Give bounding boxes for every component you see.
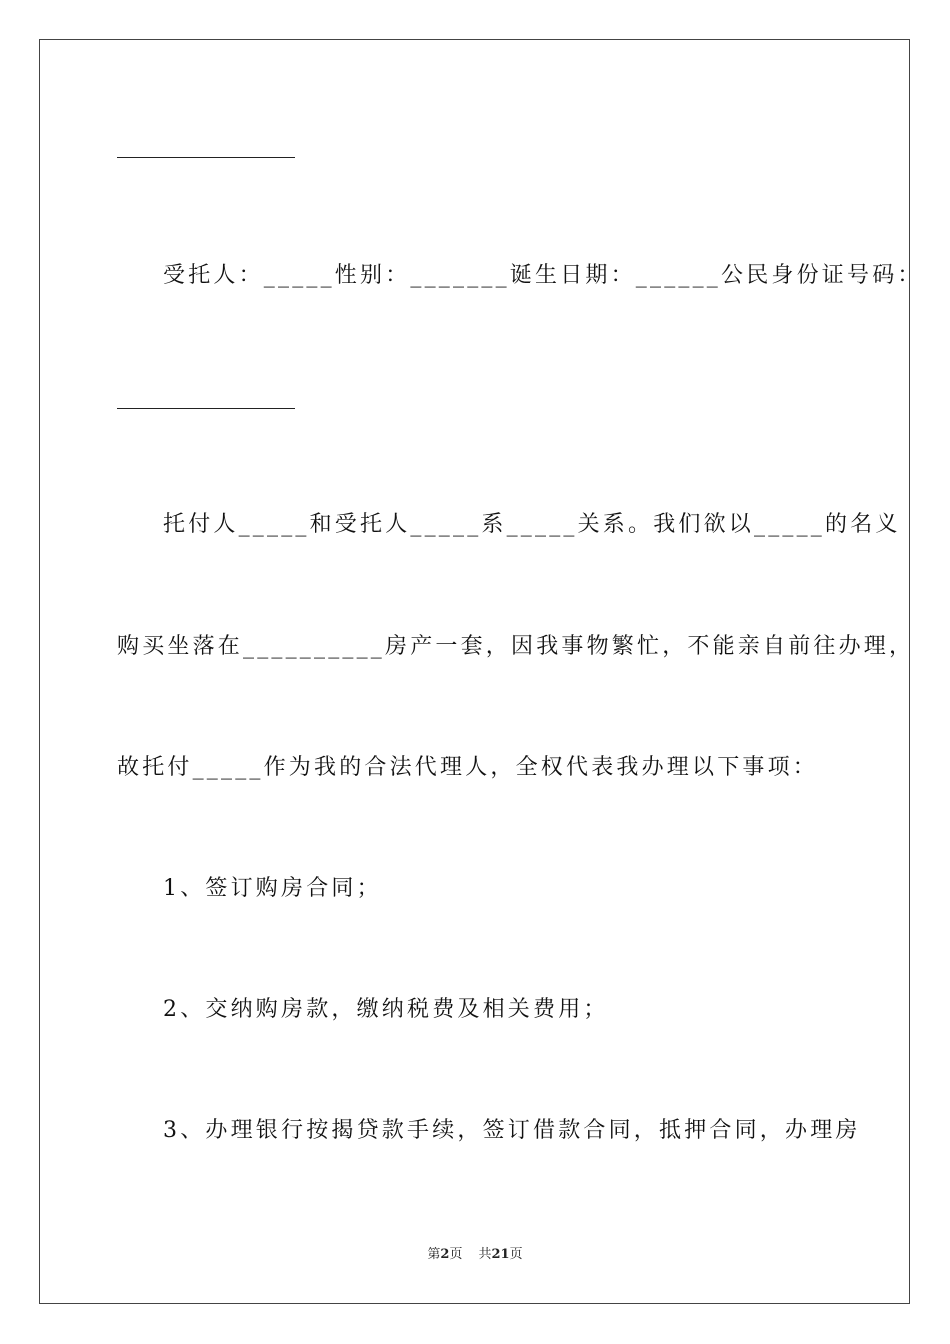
total-prefix: 共 — [478, 1247, 492, 1262]
list-item-1: 1、签订购房合同； — [163, 876, 382, 901]
paragraph-line-1: 托付人_____和受托人_____系_____关系。我们欲以_____的名义 — [163, 512, 901, 537]
blank-underline-top — [117, 157, 295, 158]
paragraph-line-2: 购买坐落在__________房产一套，因我事物繁忙，不能亲自前往办理， — [117, 634, 915, 659]
blank-underline-id — [117, 408, 295, 409]
total-suffix: 页 — [509, 1247, 523, 1262]
page-prefix: 第 — [427, 1247, 441, 1262]
list-item-2: 2、交纳购房款，缴纳税费及相关费用； — [163, 997, 609, 1022]
trustee-info-line: 受托人：_____性别：_______诞生日期：______公民身份证号码： — [163, 263, 923, 288]
list-item-3: 3、办理银行按揭贷款手续，签订借款合同，抵押合同，办理房 — [163, 1118, 861, 1143]
page-footer — [0, 1246, 950, 1264]
page-border — [39, 39, 910, 1304]
page-suffix: 页 — [449, 1247, 463, 1262]
total-pages: 21 — [491, 1247, 510, 1262]
paragraph-line-3: 故托付_____作为我的合法代理人，全权代表我办理以下事项： — [117, 755, 819, 780]
page-number: 2 — [440, 1247, 450, 1262]
